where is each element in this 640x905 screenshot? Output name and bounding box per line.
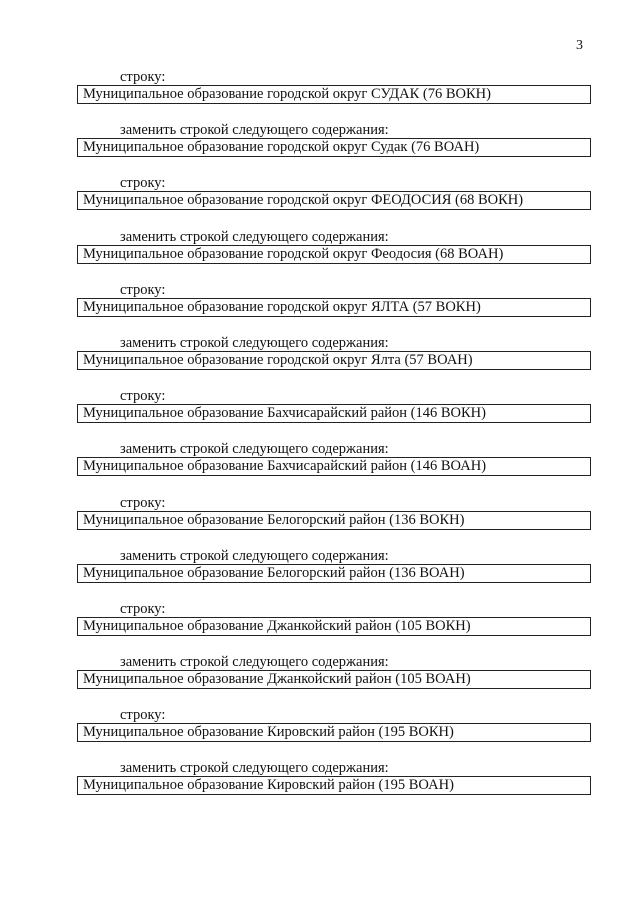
entry-lead-text: заменить строкой следующего содержания: — [120, 334, 389, 351]
entry-lead-text: заменить строкой следующего содержания: — [120, 547, 389, 564]
entry-boxed-line: Муниципальное образование городской округ ФЕОДОСИЯ (68 ВОКН) — [77, 191, 591, 210]
page-number: 3 — [576, 38, 583, 53]
entry-lead-text: строку: — [120, 600, 166, 617]
entry-boxed-line: Муниципальное образование Белогорский район (136 ВОКН) — [77, 511, 591, 530]
entry-block — [77, 283, 591, 336]
entry-block — [77, 230, 591, 283]
entry-block — [77, 70, 591, 123]
entry-boxed-line: Муниципальное образование Бахчисарайский район (146 ВОКН) — [77, 404, 591, 423]
entry-block — [77, 176, 591, 229]
entry-block — [77, 389, 591, 442]
entry-block — [77, 442, 591, 495]
entry-block — [77, 496, 591, 549]
entry-lead-text: строку: — [120, 69, 166, 85]
entry-boxed-line: Муниципальное образование городской округ СУДАК (76 ВОКН) — [77, 85, 591, 104]
entry-block — [77, 549, 591, 602]
entry-lead-text: строку: — [120, 494, 166, 511]
entry-lead-text: строку: — [120, 281, 166, 298]
entry-boxed-line: Муниципальное образование городской округ Ялта (57 ВОАН) — [77, 351, 591, 370]
document-body — [77, 70, 591, 815]
entry-boxed-line: Муниципальное образование Белогорский район (136 ВОАН) — [77, 564, 591, 583]
entry-block — [77, 123, 591, 176]
entry-block — [77, 602, 591, 655]
entry-lead-text: заменить строкой следующего содержания: — [120, 654, 389, 671]
entry-boxed-line: Муниципальное образование Кировский район (195 ВОАН) — [77, 776, 591, 795]
entry-block — [77, 336, 591, 389]
entry-boxed-line: Муниципальное образование Джанкойский район (105 ВОКН) — [77, 617, 591, 636]
entry-boxed-line: Муниципальное образование Бахчисарайский район (146 ВОАН) — [77, 457, 591, 476]
entry-boxed-line: Муниципальное образование городской округ Феодосия (68 ВОАН) — [77, 245, 591, 264]
entry-lead-text: строку: — [120, 707, 166, 724]
entry-boxed-line: Муниципальное образование Джанкойский район (105 ВОАН) — [77, 670, 591, 689]
entry-lead-text: строку: — [120, 388, 166, 405]
entry-boxed-line: Муниципальное образование городской округ Судак (76 ВОАН) — [77, 138, 591, 157]
entry-lead-text: заменить строкой следующего содержания: — [120, 228, 389, 245]
entry-lead-text: строку: — [120, 175, 166, 192]
entry-lead-text: заменить строкой следующего содержания: — [120, 122, 389, 139]
entry-block — [77, 655, 591, 708]
entry-lead-text: заменить строкой следующего содержания: — [120, 760, 389, 777]
entry-boxed-line: Муниципальное образование Кировский район (195 ВОКН) — [77, 723, 591, 742]
entry-block — [77, 761, 591, 814]
entry-block — [77, 708, 591, 761]
entry-lead-text: заменить строкой следующего содержания: — [120, 441, 389, 458]
entry-boxed-line: Муниципальное образование городской округ ЯЛТА (57 ВОКН) — [77, 298, 591, 317]
